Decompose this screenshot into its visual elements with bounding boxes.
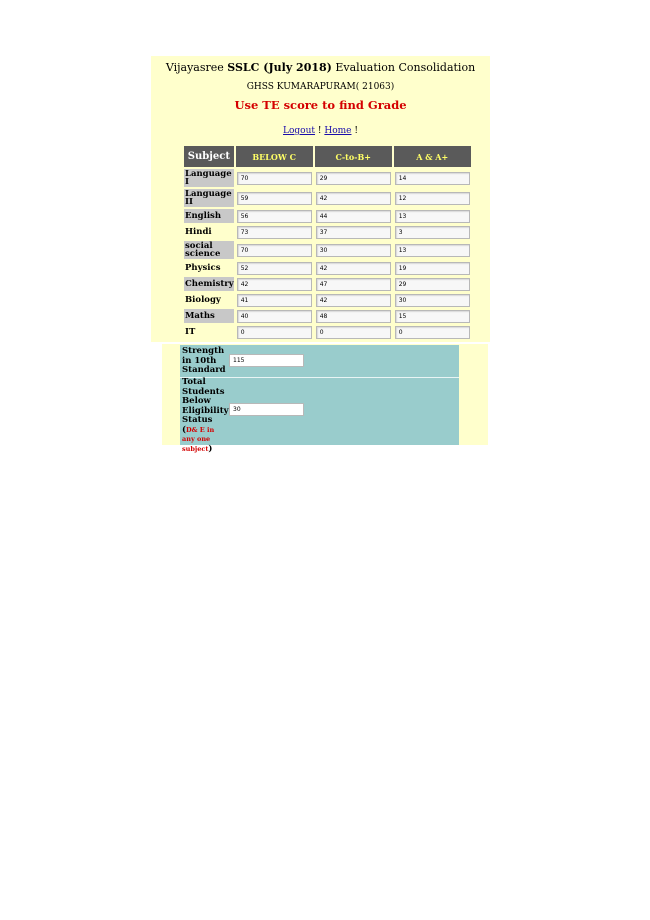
- score-input-below-c[interactable]: 56: [237, 210, 312, 223]
- column-header-a-aplus: A & A+: [394, 146, 471, 167]
- table-row: [184, 189, 471, 207]
- score-input-c-to-bplus[interactable]: 42: [316, 262, 391, 275]
- score-input-a-aplus[interactable]: 0: [395, 326, 470, 339]
- subject-name: English: [184, 209, 234, 223]
- score-cell: [394, 261, 471, 275]
- subject-name: Hindi: [185, 227, 212, 237]
- score-cell: [394, 241, 471, 259]
- score-cell: [315, 325, 392, 339]
- score-input-c-to-bplus[interactable]: 42: [316, 192, 391, 205]
- page-title: [151, 61, 490, 74]
- score-cell: [315, 241, 392, 259]
- subject-name: Language II: [184, 189, 234, 207]
- score-input-c-to-bplus[interactable]: 0: [316, 326, 391, 339]
- score-input-a-aplus[interactable]: 30: [395, 294, 470, 307]
- below-eligibility-close: ): [208, 443, 213, 454]
- score-input-c-to-bplus[interactable]: 37: [316, 226, 391, 239]
- score-input-below-c[interactable]: 73: [237, 226, 312, 239]
- subject-name: Biology: [185, 295, 221, 305]
- score-input-a-aplus[interactable]: 29: [395, 278, 470, 291]
- score-input-c-to-bplus[interactable]: 47: [316, 278, 391, 291]
- score-cell: [394, 293, 471, 307]
- nav-separator: !: [351, 126, 358, 136]
- column-header-c-to-bplus: C-to-B+: [315, 146, 392, 167]
- score-input-a-aplus[interactable]: 3: [395, 226, 470, 239]
- score-cell: [394, 209, 471, 223]
- score-input-a-aplus[interactable]: 13: [395, 244, 470, 257]
- subject-name: Maths: [184, 309, 234, 323]
- score-cell: [236, 241, 313, 259]
- score-cell: [236, 209, 313, 223]
- table-row: [184, 209, 471, 223]
- instruction-text: Use TE score to find Grade: [234, 98, 407, 112]
- score-cell: [236, 225, 313, 239]
- score-input-below-c[interactable]: 42: [237, 278, 312, 291]
- score-cell: [315, 261, 392, 275]
- score-input-c-to-bplus[interactable]: 44: [316, 210, 391, 223]
- score-cell: [315, 277, 392, 291]
- grade-table: [182, 144, 473, 341]
- subject-name: Physics: [185, 263, 221, 273]
- strength-label: Strength in 10th Standard: [182, 346, 226, 375]
- score-cell: [394, 169, 471, 187]
- table-row: [184, 293, 471, 307]
- score-input-a-aplus[interactable]: 14: [395, 172, 470, 185]
- score-input-below-c[interactable]: 41: [237, 294, 312, 307]
- score-cell: [236, 169, 313, 187]
- score-cell: [315, 293, 392, 307]
- home-link[interactable]: Home: [324, 126, 352, 136]
- score-input-below-c[interactable]: 0: [237, 326, 312, 339]
- score-input-below-c[interactable]: 40: [237, 310, 312, 323]
- score-cell: [394, 277, 471, 291]
- table-row: [184, 309, 471, 323]
- score-input-c-to-bplus[interactable]: 30: [316, 244, 391, 257]
- score-cell: [315, 189, 392, 207]
- table-row: [184, 169, 471, 187]
- strength-input[interactable]: 115: [229, 354, 304, 367]
- score-cell: [236, 309, 313, 323]
- score-input-a-aplus[interactable]: 15: [395, 310, 470, 323]
- score-cell: [236, 293, 313, 307]
- score-input-c-to-bplus[interactable]: 48: [316, 310, 391, 323]
- title-prefix: Vijayasree: [165, 61, 228, 74]
- score-cell: [315, 169, 392, 187]
- table-row: [184, 225, 471, 239]
- subject-name: IT: [185, 327, 196, 337]
- school-name: GHSS KUMARAPURAM( 21063): [246, 82, 395, 92]
- score-input-c-to-bplus[interactable]: 29: [316, 172, 391, 185]
- below-eligibility-label: [182, 378, 228, 454]
- score-input-below-c[interactable]: 59: [237, 192, 312, 205]
- logout-link[interactable]: Logout: [283, 126, 316, 136]
- nav-links: [151, 126, 490, 136]
- column-header-subject: Subject: [184, 146, 234, 167]
- score-input-below-c[interactable]: 52: [237, 262, 312, 275]
- score-cell: [236, 261, 313, 275]
- score-cell: [315, 209, 392, 223]
- score-cell: [394, 309, 471, 323]
- table-row: [184, 277, 471, 291]
- below-eligibility-input[interactable]: 30: [229, 403, 304, 416]
- score-input-c-to-bplus[interactable]: 42: [316, 294, 391, 307]
- score-cell: [236, 189, 313, 207]
- score-cell: [394, 189, 471, 207]
- table-row: [184, 241, 471, 259]
- table-header-row: [184, 146, 471, 167]
- score-cell: [394, 325, 471, 339]
- title-suffix: Evaluation Consolidation: [331, 61, 476, 74]
- subject-name: Chemistry: [185, 279, 234, 289]
- table-row: [184, 325, 471, 339]
- score-cell: [236, 325, 313, 339]
- subject-name: social science: [184, 241, 234, 259]
- score-input-below-c[interactable]: 70: [237, 172, 312, 185]
- below-eligibility-note: D& E in any one subject: [182, 425, 215, 453]
- score-input-a-aplus[interactable]: 12: [395, 192, 470, 205]
- score-input-a-aplus[interactable]: 13: [395, 210, 470, 223]
- table-row: [184, 261, 471, 275]
- nav-separator: !: [315, 126, 325, 136]
- column-header-below-c: BELOW C: [236, 146, 313, 167]
- score-cell: [315, 309, 392, 323]
- score-cell: [236, 277, 313, 291]
- score-input-a-aplus[interactable]: 19: [395, 262, 470, 275]
- subject-name: Language I: [184, 169, 234, 187]
- score-cell: [394, 225, 471, 239]
- score-input-below-c[interactable]: 70: [237, 244, 312, 257]
- title-exam: SSLC (July 2018): [227, 61, 332, 74]
- below-eligibility-text: Total Students Below Eligibility Status (: [182, 377, 229, 435]
- score-cell: [315, 225, 392, 239]
